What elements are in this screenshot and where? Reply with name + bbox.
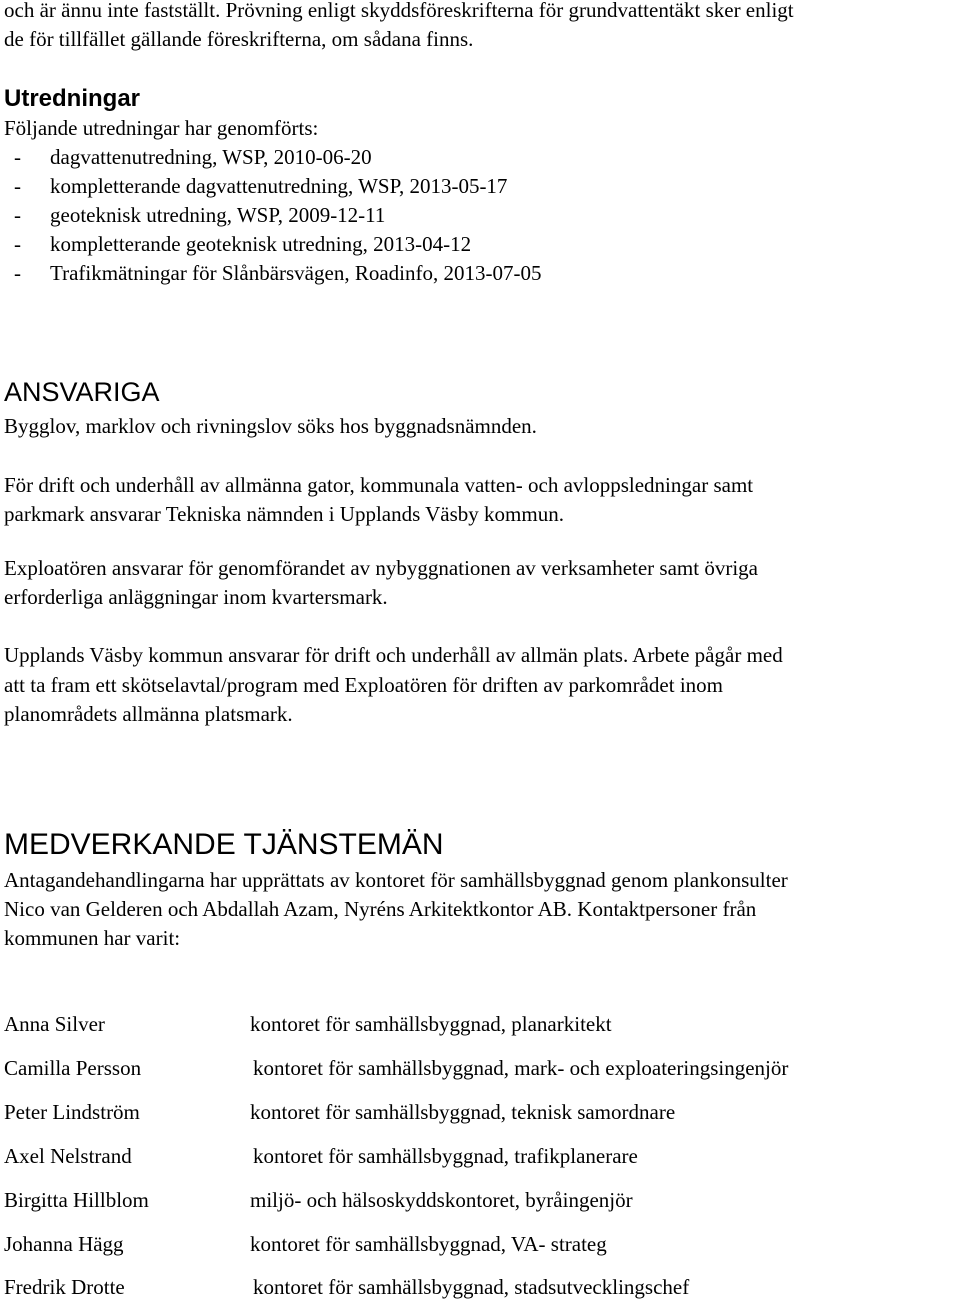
list-item xyxy=(4,201,385,230)
contact-name: Peter Lindström xyxy=(4,1100,140,1124)
ansvariga-p4-line-1: Upplands Väsby kommun ansvarar för drift och underhåll av allmän plats. Arbete pågår med xyxy=(4,643,783,667)
contact-role: miljö- och hälsoskyddskontoret, byråingenjör xyxy=(250,1188,633,1212)
contact-role: kontoret för samhällsbyggnad, VA- strateg xyxy=(250,1232,607,1256)
contact-role: kontoret för samhällsbyggnad, teknisk samordnare xyxy=(250,1100,676,1124)
contact-name: Anna Silver xyxy=(4,1012,105,1036)
list-bullet: - xyxy=(14,174,21,198)
list-item-text: Trafikmätningar för Slånbärsvägen, Roadinfo, 2013-07-05 xyxy=(50,261,542,285)
list-bullet: - xyxy=(14,145,21,169)
list-item xyxy=(4,230,471,259)
list-item-text: kompletterande dagvattenutredning, WSP, 2013-05-17 xyxy=(50,174,508,198)
ansvariga-p3-line-2: erforderliga anläggningar inom kvartersmark. xyxy=(4,585,388,609)
medverkande-line-2: Nico van Gelderen och Abdallah Azam, Nyréns Arkitektkontor AB. Kontaktpersoner från xyxy=(4,897,757,921)
intro-line-1: och är ännu inte fastställt. Prövning enligt skyddsföreskrifterna för grundvattentäkt sker enligt xyxy=(4,0,794,22)
list-bullet: - xyxy=(14,203,21,227)
list-item-text: kompletterande geoteknisk utredning, 2013-04-12 xyxy=(50,232,472,256)
list-item-text: dagvattenutredning, WSP, 2010-06-20 xyxy=(50,145,372,169)
list-item xyxy=(4,259,541,288)
ansvariga-p4-line-3: planområdets allmänna platsmark. xyxy=(4,702,293,726)
list-item-text: geoteknisk utredning, WSP, 2009-12-11 xyxy=(50,203,386,227)
intro-line-2: de för tillfället gällande föreskrifterna, om sådana finns. xyxy=(4,27,474,51)
heading-ansvariga: ANSVARIGA xyxy=(4,377,160,407)
ansvariga-p3-line-1: Exploatören ansvarar för genomförandet av nybyggnationen av verksamheter samt övriga xyxy=(4,556,758,580)
contact-name: Birgitta Hillblom xyxy=(4,1188,149,1212)
contact-name: Camilla Persson xyxy=(4,1056,142,1080)
ansvariga-p1: Bygglov, marklov och rivningslov söks hos byggnadsnämnden. xyxy=(4,414,537,438)
heading-medverkande: MEDVERKANDE TJÄNSTEMÄN xyxy=(4,828,444,861)
contact-name: Axel Nelstrand xyxy=(4,1144,132,1168)
utredningar-lead: Följande utredningar har genomförts: xyxy=(4,116,319,140)
list-item xyxy=(4,172,507,201)
ansvariga-p2-line-1: För drift och underhåll av allmänna gator, kommunala vatten- och avloppsledningar samt xyxy=(4,473,754,497)
contact-name: Fredrik Drotte xyxy=(4,1275,125,1299)
contact-role: kontoret för samhällsbyggnad, planarkitekt xyxy=(250,1012,612,1036)
list-bullet: - xyxy=(14,261,21,285)
ansvariga-p2-line-2: parkmark ansvarar Tekniska nämnden i Upplands Väsby kommun. xyxy=(4,502,564,526)
medverkande-line-1: Antagandehandlingarna har upprättats av kontoret för samhällsbyggnad genom plankonsulter xyxy=(4,868,788,892)
list-bullet: - xyxy=(14,232,21,256)
contact-role: kontoret för samhällsbyggnad, mark- och exploateringsingenjör xyxy=(253,1056,789,1080)
contact-name: Johanna Hägg xyxy=(4,1232,124,1256)
list-item xyxy=(4,143,372,172)
heading-utredningar: Utredningar xyxy=(4,85,141,112)
contact-role: kontoret för samhällsbyggnad, trafikplanerare xyxy=(253,1144,638,1168)
ansvariga-p4-line-2: att ta fram ett skötselavtal/program med Exploatören för driften av parkområdet inom xyxy=(4,673,724,697)
contact-role: kontoret för samhällsbyggnad, stadsutvecklingschef xyxy=(253,1275,690,1299)
medverkande-line-3: kommunen har varit: xyxy=(4,926,181,950)
